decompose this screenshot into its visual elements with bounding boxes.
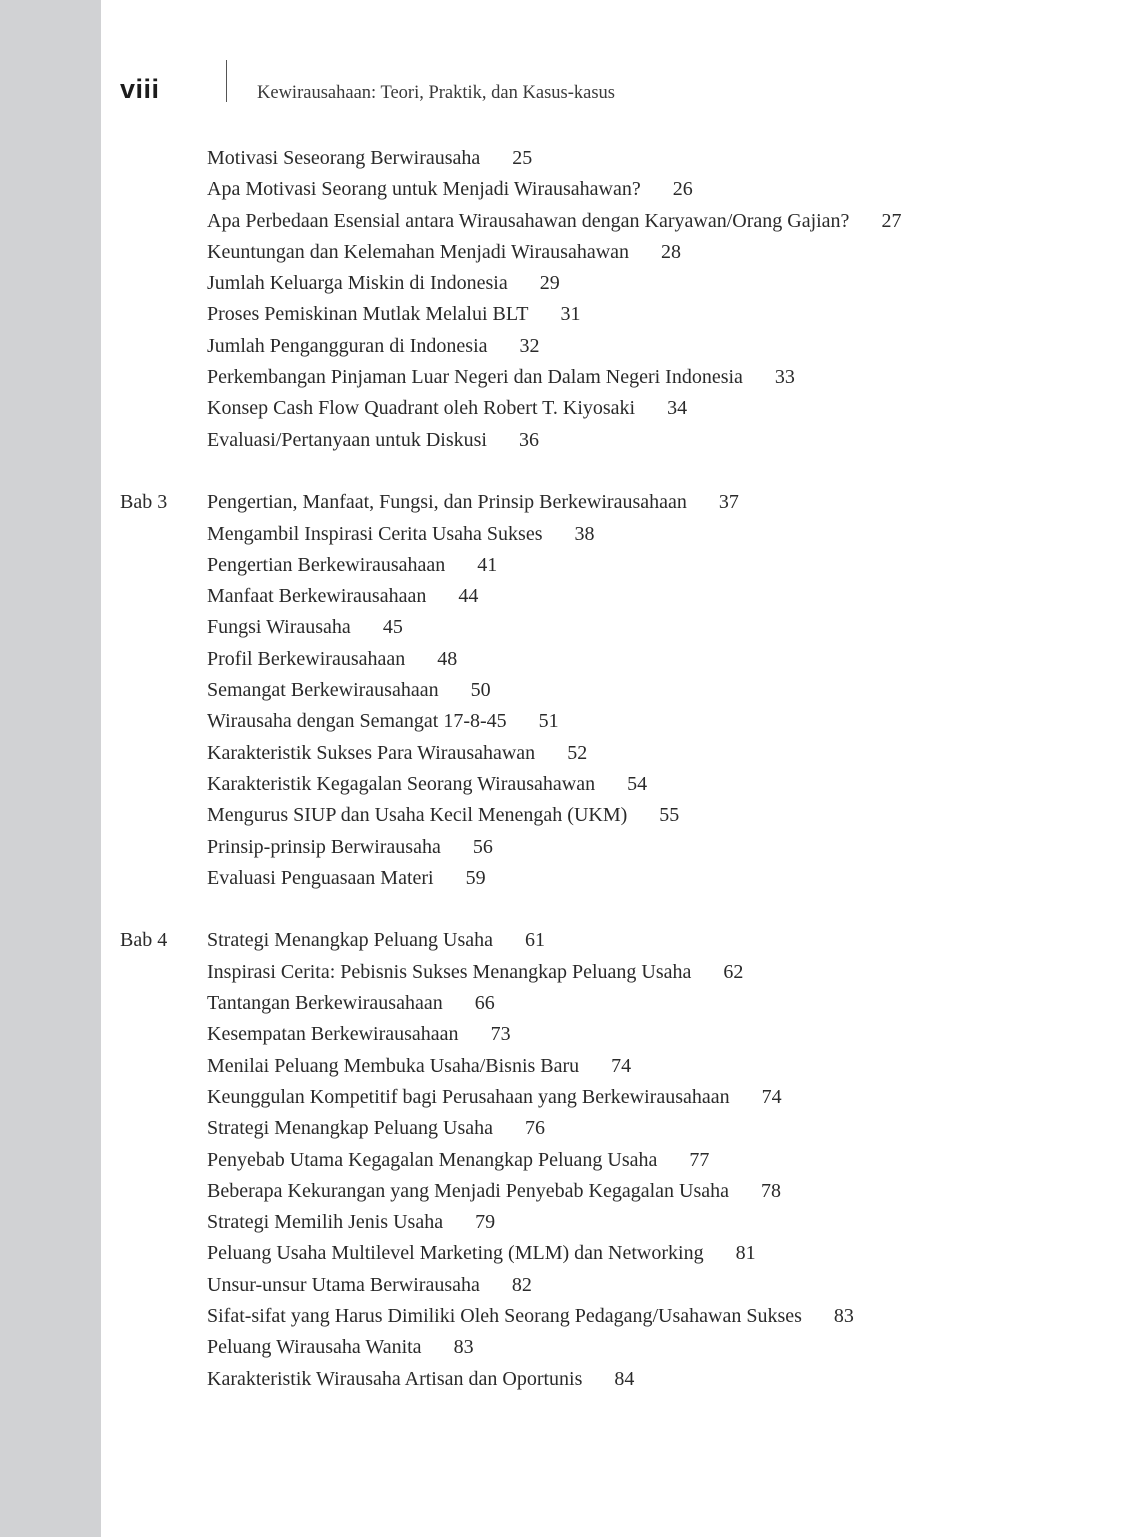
toc-entry (0, 519, 1124, 550)
toc-entry (0, 581, 1124, 612)
toc-entry-title: Mengambil Inspirasi Cerita Usaha Sukses (207, 522, 543, 545)
toc-entry-title: Peluang Wirausaha Wanita (207, 1336, 422, 1359)
toc-entry-page-number: 34 (667, 397, 688, 420)
toc-entry-title: Tantangan Berkewirausahaan (207, 992, 443, 1015)
toc-entry-title: Konsep Cash Flow Quadrant oleh Robert T. Kiyosaki (207, 397, 636, 420)
toc-entry-title: Wirausaha dengan Semangat 17-8-45 (207, 710, 507, 733)
toc-entry-page-number: 77 (689, 1148, 710, 1171)
toc-entry-title: Menilai Peluang Membuka Usaha/Bisnis Baru (207, 1054, 580, 1077)
toc-entry-text (207, 425, 539, 456)
toc-entry-page-number: 44 (458, 585, 479, 608)
toc-entry-page-number: 62 (723, 960, 744, 983)
toc-entry-title: Evaluasi Penguasaan Materi (207, 866, 434, 889)
toc-entry-title: Karakteristik Kegagalan Seorang Wirausahawan (207, 772, 596, 795)
toc-entry (0, 957, 1124, 988)
toc-entry-page-number: 37 (718, 491, 739, 514)
toc-entry-page-number: 83 (833, 1304, 854, 1327)
toc-entry-title: Manfaat Berkewirausahaan (207, 585, 427, 608)
toc-entry (0, 612, 1124, 643)
toc-entry-text (207, 800, 679, 831)
toc-entry-text (207, 331, 540, 362)
toc-entry-text (207, 925, 545, 956)
toc-entry-text (207, 1301, 854, 1332)
toc-entry (0, 1145, 1124, 1176)
toc-entry (0, 769, 1124, 800)
toc-entry-page-number: 82 (511, 1273, 532, 1296)
toc-entry-text (207, 1082, 782, 1113)
toc-entry (0, 362, 1124, 393)
toc-entry (0, 1238, 1124, 1269)
toc-entry-title: Mengurus SIUP dan Usaha Kecil Menengah (UKM) (207, 804, 628, 827)
toc-entry-page-number: 59 (465, 866, 486, 889)
toc-entry-text (207, 769, 647, 800)
toc-entry-text (207, 957, 743, 988)
toc-entry (0, 832, 1124, 863)
toc-entry-title: Sifat-sifat yang Harus Dimiliki Oleh Seorang Pedagang/Usahawan Sukses (207, 1304, 802, 1327)
toc-entry-text (207, 738, 587, 769)
toc-entry-page-number: 78 (761, 1179, 782, 1202)
toc-entry-title: Pengertian Berkewirausahaan (207, 553, 446, 576)
toc-entry-title: Strategi Menangkap Peluang Usaha (207, 1117, 494, 1140)
toc-entry-page-number: 33 (774, 366, 795, 389)
toc-entry-text (207, 581, 478, 612)
toc-entry (0, 425, 1124, 456)
toc-entry-title: Jumlah Pengangguran di Indonesia (207, 334, 488, 357)
toc-entry-text (207, 362, 795, 393)
toc-entry (0, 331, 1124, 362)
toc-entry-text (207, 174, 693, 205)
chapter-label: Bab 3 (120, 491, 168, 514)
toc-entry-text (207, 393, 687, 424)
toc-entry-page-number: 55 (659, 804, 680, 827)
toc-entry-page-number: 79 (475, 1211, 496, 1234)
toc-entry-page-number: 38 (574, 522, 595, 545)
toc-entry-title: Strategi Menangkap Peluang Usaha (207, 929, 494, 952)
toc-entry-page-number: 73 (490, 1023, 511, 1046)
toc-section-gap (0, 894, 1124, 925)
toc-entry-title: Beberapa Kekurangan yang Menjadi Penyebab Kegagalan Usaha (207, 1179, 730, 1202)
toc-entry (0, 800, 1124, 831)
toc-entry (0, 1332, 1124, 1363)
toc-entry-text (207, 612, 403, 643)
toc-entry (0, 1176, 1124, 1207)
toc-entry (0, 644, 1124, 675)
toc-entry-page-number: 81 (735, 1242, 756, 1265)
toc-entry-text (207, 706, 559, 737)
toc-entry-text (207, 268, 560, 299)
header-divider (226, 60, 227, 102)
toc-entry-text (207, 237, 681, 268)
toc-entry-text (207, 1364, 634, 1395)
toc-entry-title: Karakteristik Sukses Para Wirausahawan (207, 741, 536, 764)
toc-entry (0, 237, 1124, 268)
toc-entry-title: Fungsi Wirausaha (207, 616, 351, 639)
toc-entry-text (207, 1238, 756, 1269)
toc-entry (0, 863, 1124, 894)
toc-entry-title: Kesempatan Berkewirausahaan (207, 1023, 459, 1046)
toc-entry-page-number: 74 (611, 1054, 632, 1077)
toc-entry-page-number: 27 (881, 209, 902, 232)
page-number: viii (120, 74, 160, 104)
toc-entry-page-number: 51 (538, 710, 559, 733)
toc-entry-page-number: 31 (560, 303, 581, 326)
toc-entry (0, 1082, 1124, 1113)
toc-entry-title: Peluang Usaha Multilevel Marketing (MLM) dan Networking (207, 1242, 704, 1265)
toc-entry-page-number: 52 (567, 741, 588, 764)
toc-entry-page-number: 45 (382, 616, 403, 639)
toc-entry (0, 174, 1124, 205)
toc-entry (0, 738, 1124, 769)
toc-entry-text (207, 1051, 631, 1082)
toc-entry-text (207, 832, 493, 863)
toc-entry (0, 1019, 1124, 1050)
toc-entry-text (207, 299, 580, 330)
toc-entry-title: Jumlah Keluarga Miskin di Indonesia (207, 272, 508, 295)
toc-entry-page-number: 50 (470, 679, 491, 702)
toc-entry-title: Prinsip-prinsip Berwirausaha (207, 835, 441, 858)
table-of-contents (0, 143, 1124, 1395)
toc-entry (0, 393, 1124, 424)
toc-entry-page-number: 84 (614, 1367, 635, 1390)
toc-entry-title: Strategi Memilih Jenis Usaha (207, 1211, 444, 1234)
toc-entry-text (207, 550, 497, 581)
toc-entry-page-number: 41 (477, 553, 498, 576)
toc-entry-text (207, 519, 595, 550)
toc-entry-page-number: 66 (474, 992, 495, 1015)
toc-entry-page-number: 25 (512, 147, 533, 169)
toc-entry-text (207, 644, 457, 675)
toc-entry-title: Karakteristik Wirausaha Artisan dan Oportunis (207, 1367, 583, 1390)
toc-entry (0, 550, 1124, 581)
toc-entry-page-number: 28 (661, 240, 682, 263)
toc-entry-text (207, 206, 901, 237)
toc-entry (0, 706, 1124, 737)
toc-entry (0, 1051, 1124, 1082)
toc-entry-title: Inspirasi Cerita: Pebisnis Sukses Menangkap Peluang Usaha (207, 960, 692, 983)
toc-entry-title: Keunggulan Kompetitif bagi Perusahaan yang Berkewirausahaan (207, 1085, 730, 1108)
toc-entry (0, 675, 1124, 706)
toc-entry-text (207, 1019, 511, 1050)
toc-entry-title: Pengertian, Manfaat, Fungsi, dan Prinsip Berkewirausahaan (207, 491, 687, 514)
toc-entry-title: Apa Motivasi Seorang untuk Menjadi Wirausahawan? (207, 178, 641, 201)
toc-entry (0, 925, 1124, 956)
toc-entry-title: Motivasi Seseorang Berwirausaha (207, 147, 481, 169)
toc-entry-page-number: 36 (518, 428, 539, 451)
toc-entry-page-number: 61 (525, 929, 546, 952)
running-title: Kewirausahaan: Teori, Praktik, dan Kasus-kasus (257, 83, 615, 103)
toc-entry-title: Evaluasi/Pertanyaan untuk Diskusi (207, 428, 487, 451)
toc-entry (0, 143, 1124, 174)
toc-entry-text (207, 988, 495, 1019)
toc-entry-page-number: 26 (672, 178, 693, 201)
toc-entry (0, 988, 1124, 1019)
toc-entry (0, 268, 1124, 299)
chapter-label: Bab 4 (120, 929, 168, 952)
toc-entry (0, 1270, 1124, 1301)
toc-section-gap (0, 456, 1124, 487)
toc-entry-text (207, 1207, 495, 1238)
toc-entry-page-number: 54 (627, 772, 648, 795)
toc-entry-text (207, 1113, 545, 1144)
toc-entry-page-number: 29 (539, 272, 560, 295)
toc-entry-title: Unsur-unsur Utama Berwirausaha (207, 1273, 480, 1296)
toc-entry (0, 1113, 1124, 1144)
toc-entry (0, 299, 1124, 330)
toc-entry-text (207, 1332, 474, 1363)
toc-entry-page-number: 48 (437, 647, 458, 670)
toc-entry-page-number: 32 (519, 334, 540, 357)
toc-entry-text (207, 143, 532, 174)
toc-entry (0, 1364, 1124, 1395)
toc-entry-text (207, 863, 486, 894)
toc-entry-title: Keuntungan dan Kelemahan Menjadi Wirausahawan (207, 240, 630, 263)
toc-entry (0, 1301, 1124, 1332)
toc-entry-title: Profil Berkewirausahaan (207, 647, 406, 670)
toc-entry (0, 1207, 1124, 1238)
toc-entry-page-number: 74 (761, 1085, 782, 1108)
toc-entry-text (207, 487, 739, 518)
toc-entry-title: Semangat Berkewirausahaan (207, 679, 439, 702)
toc-entry-title: Penyebab Utama Kegagalan Menangkap Peluang Usaha (207, 1148, 658, 1171)
toc-entry-text (207, 675, 491, 706)
toc-entry-page-number: 83 (453, 1336, 474, 1359)
toc-entry-text (207, 1270, 532, 1301)
toc-entry-text (207, 1176, 781, 1207)
toc-entry-title: Perkembangan Pinjaman Luar Negeri dan Dalam Negeri Indonesia (207, 366, 743, 389)
toc-entry-page-number: 56 (472, 835, 493, 858)
toc-entry-title: Proses Pemiskinan Mutlak Melalui BLT (207, 303, 529, 326)
toc-entry-text (207, 1145, 709, 1176)
toc-entry (0, 487, 1124, 518)
toc-entry-title: Apa Perbedaan Esensial antara Wirausahawan dengan Karyawan/Orang Gajian? (207, 209, 850, 232)
toc-entry-page-number: 76 (525, 1117, 546, 1140)
toc-entry (0, 206, 1124, 237)
